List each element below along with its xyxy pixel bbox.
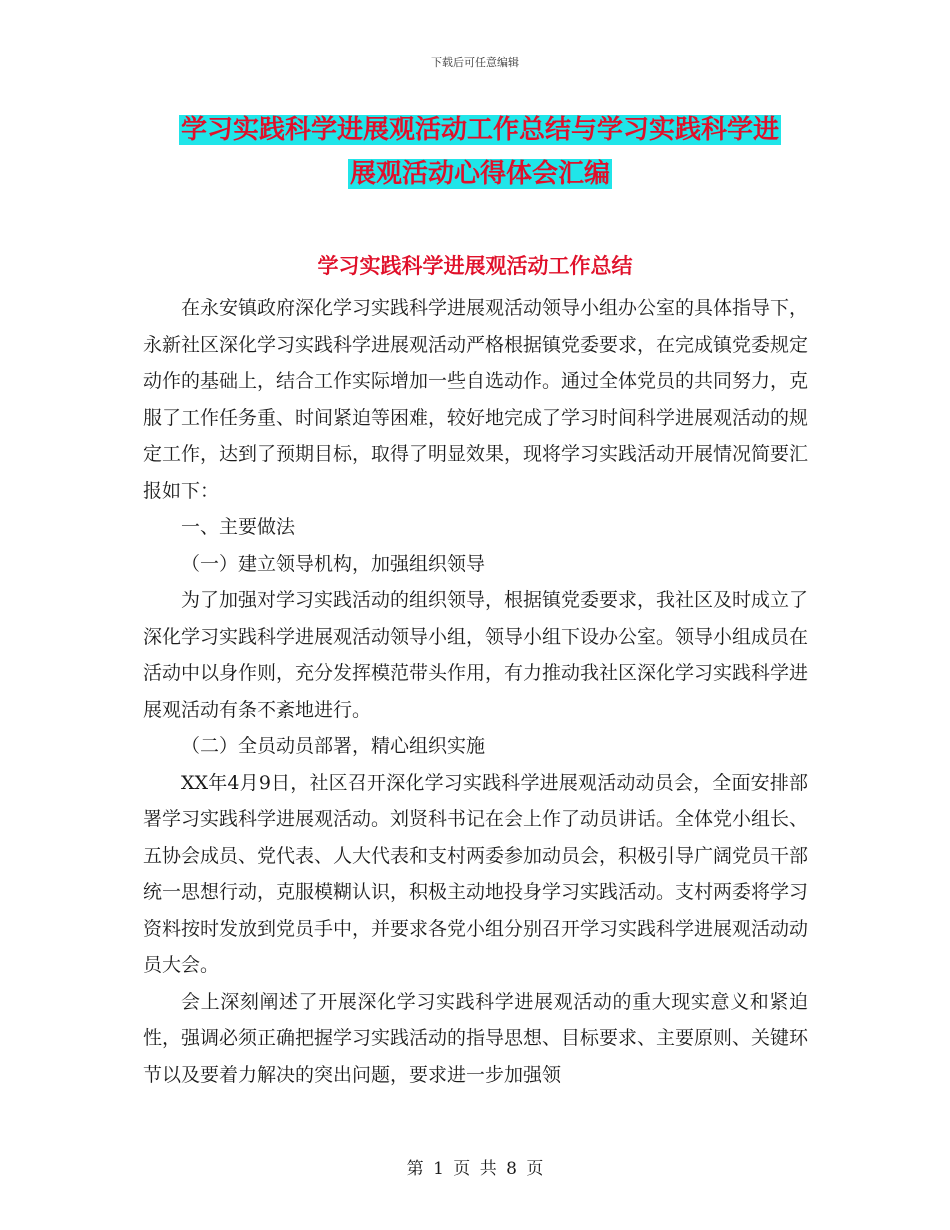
document-title-line-2: 展观活动心得体会汇编 [349,159,610,189]
page-number-footer: 第 1 页 共 8 页 [406,1159,544,1179]
paragraph-leadership: 为了加强对学习实践活动的组织领导，根据镇党委要求，我社区及时成立了深化学习实践科学进展观活动领导小组，领导小组下设办公室。领导小组成员在活动中以身作则，充分发挥模范带头作用，有力推动我社区深化学习实践科学进展观活动有条不紊地进行。 [143,589,809,721]
paragraph-meeting: 会上深刻阐述了开展深化学习实践科学进展观活动的重大现实意义和紧迫性，强调必须正确把握学习实践活动的指导思想、目标要求、主要原则、关键环节以及要着力解决的突出问题，要求进一步加强领 [143,990,809,1086]
subheading-mobilization: （二）全员动员部署，精心组织实施 [181,735,486,757]
heading-main-practices: 一、主要做法 [181,516,296,538]
paragraph-intro: 在永安镇政府深化学习实践科学进展观活动领导小组办公室的具体指导下，永新社区深化学习实践科学进展观活动严格根据镇党委要求，在完成镇党委规定动作的基础上，结合工作实际增加一些自选动作。通过全体党员的共同努力，克服了工作任务重、时间紧迫等困难，较好地完成了学习时间科学进展观活动的规定工作，达到了预期目标，取得了明显效果，现将学习实践活动开展情况简要汇报如下： [143,297,809,502]
body-text [143,290,808,1093]
section-title: 学习实践科学进展观活动工作总结 [317,254,633,278]
document-title-line-1: 学习实践科学进展观活动工作总结与学习实践科学进 [180,115,779,145]
header-note: 下载后可任意编辑 [431,56,519,69]
paragraph-mobilization: XX年4月9日，社区召开深化学习实践科学进展观活动动员会，全面安排部署学习实践科学进展观活动。刘贤科书记在会上作了动员讲话。全体党小组长、五协会成员、党代表、人大代表和支村两委参加动员会，积极引导广阔党员干部统一思想行动，克服模糊认识，积极主动地投身学习实践活动。支村两委将学习资料按时发放到党员手中，并要求各党小组分别召开学习实践科学进展观活动动员大会。 [143,771,809,976]
subheading-leadership: （一）建立领导机构，加强组织领导 [181,552,486,575]
document-title [140,108,820,196]
